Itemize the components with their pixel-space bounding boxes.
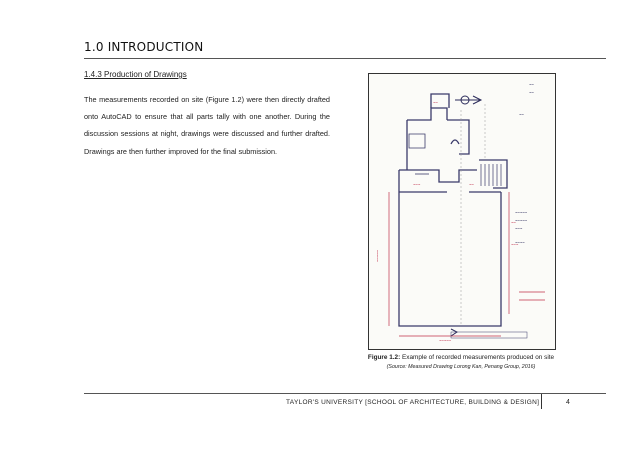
svg-text:~~: ~~	[519, 112, 524, 117]
svg-text:~~: ~~	[511, 220, 516, 225]
footer-text: TAYLOR'S UNIVERSITY [SCHOOL OF ARCHITECTURE, BUILDING & DESIGN]	[286, 399, 540, 406]
caption-label: Figure 1.2:	[367, 354, 401, 361]
svg-text:~~~: ~~~	[413, 182, 421, 187]
svg-text:~~: ~~	[469, 182, 474, 187]
caption-source: (Source: Measured Drawing Lorong Kan, Penang Group, 2016)	[386, 364, 536, 370]
svg-text:~~~~~: ~~~~~	[439, 338, 452, 343]
footer-separator	[541, 394, 542, 409]
header-divider	[84, 58, 606, 59]
svg-text:~~~~: ~~~~	[515, 240, 525, 245]
page-number: 4	[566, 399, 570, 406]
section-heading: 1.0 INTRODUCTION	[84, 40, 204, 54]
svg-text:~~~~~: ~~~~~	[375, 249, 380, 262]
svg-text:~~~: ~~~	[515, 226, 523, 231]
figure-sketch	[368, 73, 556, 350]
footer-divider	[84, 393, 606, 394]
svg-text:~~: ~~	[433, 100, 438, 105]
subsection-title: 1.4.3 Production of Drawings	[84, 70, 187, 79]
svg-text:~~~~~: ~~~~~	[515, 210, 528, 215]
svg-text:~~~: ~~~	[511, 242, 519, 247]
figure-caption	[366, 353, 556, 372]
caption-text: Example of recorded measurements produced on site	[400, 354, 555, 361]
svg-text:~~~~~: ~~~~~	[515, 218, 528, 223]
hand-sketch-floorplan	[369, 74, 555, 349]
svg-text:~~: ~~	[529, 90, 534, 95]
body-paragraph: The measurements recorded on site (Figure 1.2) were then directly drafted onto AutoCAD to ensure that all parts tally with one another. During the discussion sessions at night, drawings were discussed and further drafted. Drawings are then further improved for the final submission.	[84, 95, 330, 156]
svg-text:~~: ~~	[529, 82, 534, 87]
